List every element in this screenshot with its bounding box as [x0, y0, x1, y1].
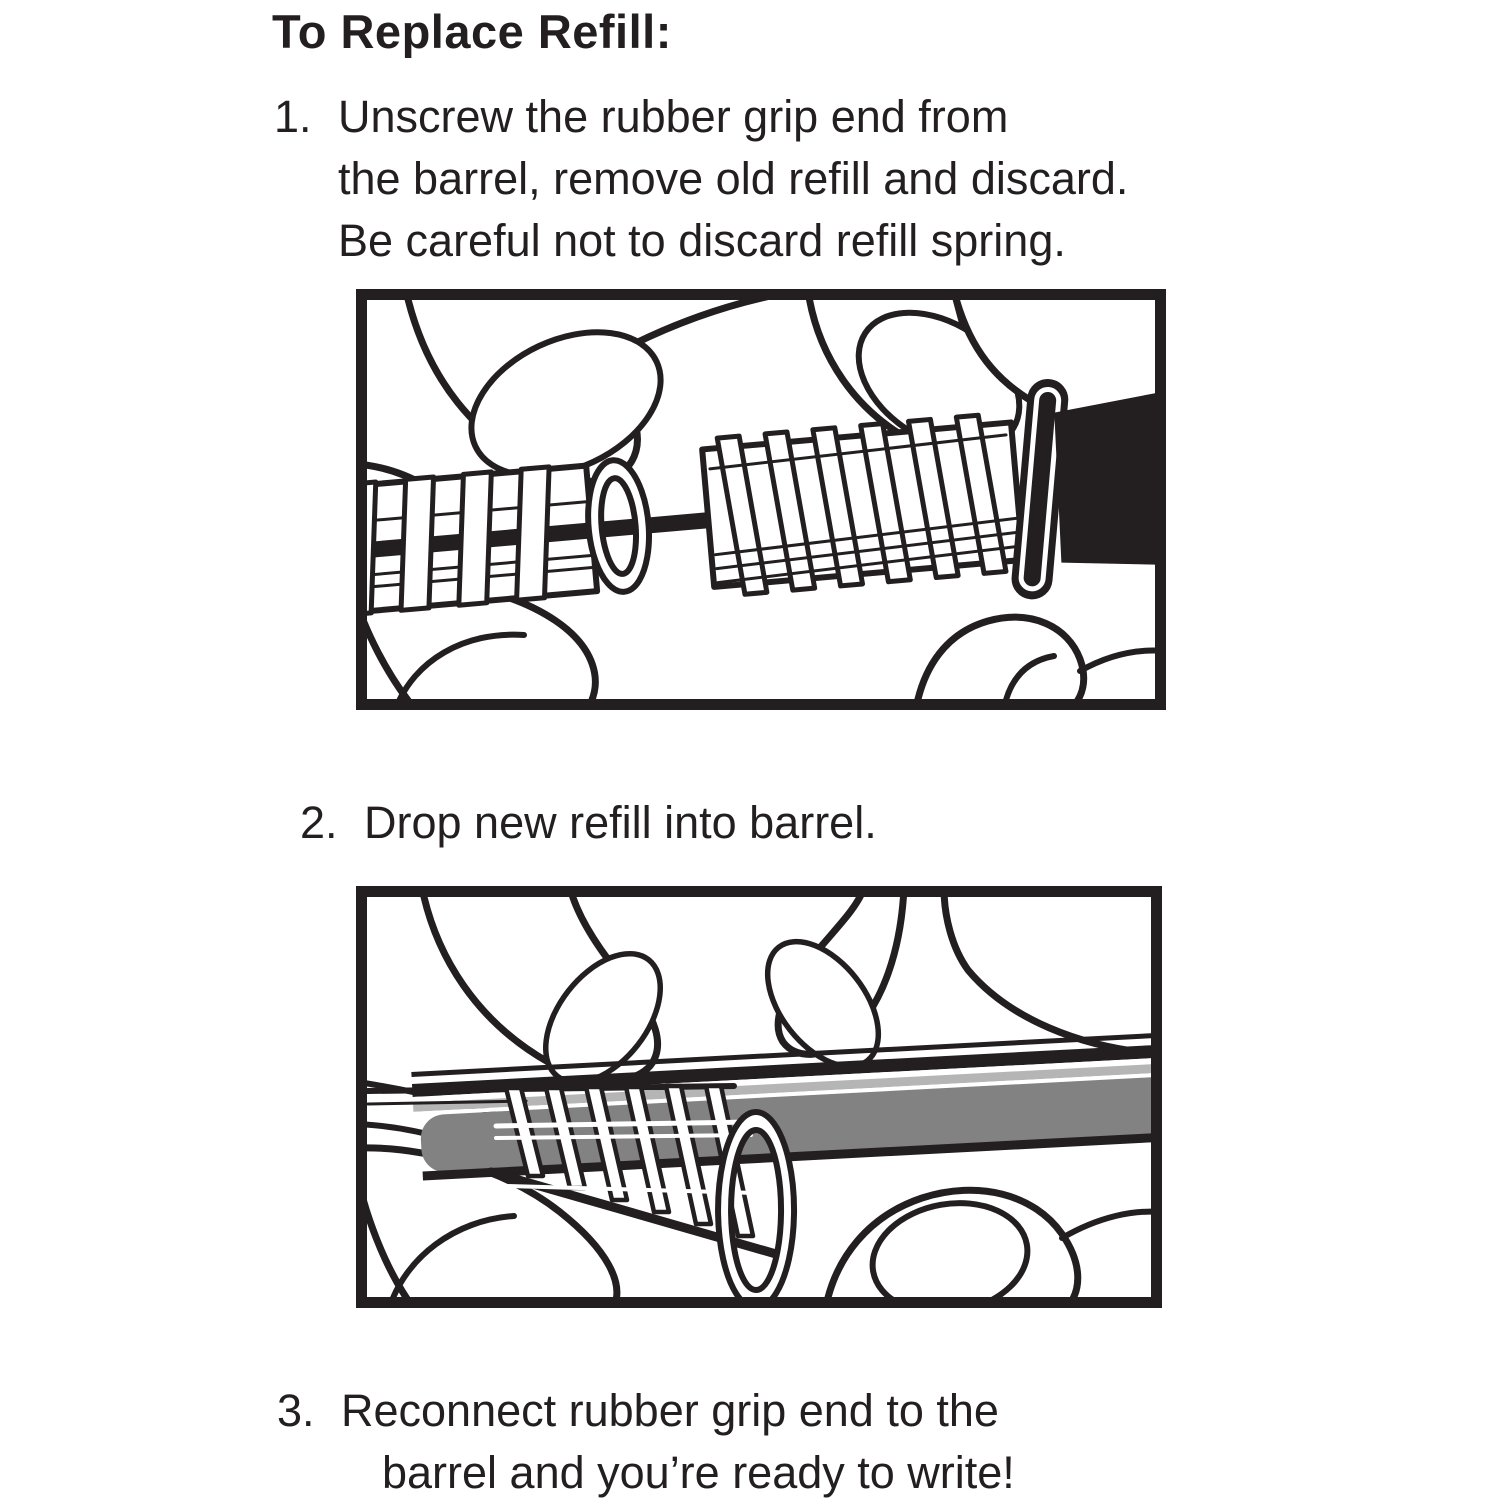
- step-3: [277, 1380, 1015, 1500]
- illustration-unscrew-grip-end: [356, 289, 1166, 710]
- step-3-line-1: [277, 1380, 1015, 1442]
- illustration-drop-refill: [356, 886, 1162, 1308]
- step-1-text-2: the barrel, remove old refill and discard.: [338, 153, 1129, 204]
- step-3-text-1: Reconnect rubber grip end to the: [341, 1385, 999, 1436]
- step-1-text-3: Be careful not to discard refill spring.: [338, 215, 1066, 266]
- step-1-number: 1.: [274, 91, 312, 142]
- step-3-text-2: barrel and you’re ready to write!: [382, 1447, 1015, 1498]
- drop-refill-drawing: [356, 886, 1162, 1308]
- step-3-number: 3.: [277, 1385, 315, 1436]
- step-2-text-1: Drop new refill into barrel.: [364, 797, 877, 848]
- step-2-number: 2.: [300, 797, 338, 848]
- unscrew-grip-drawing: [356, 289, 1166, 710]
- page-title: To Replace Refill:: [272, 5, 672, 58]
- step-2-line-1: [300, 792, 877, 854]
- step-2: [300, 792, 877, 854]
- step-1-text-1: Unscrew the rubber grip end from: [338, 91, 1009, 142]
- step-1-line-1: [274, 86, 1128, 148]
- step-1: [274, 86, 1128, 272]
